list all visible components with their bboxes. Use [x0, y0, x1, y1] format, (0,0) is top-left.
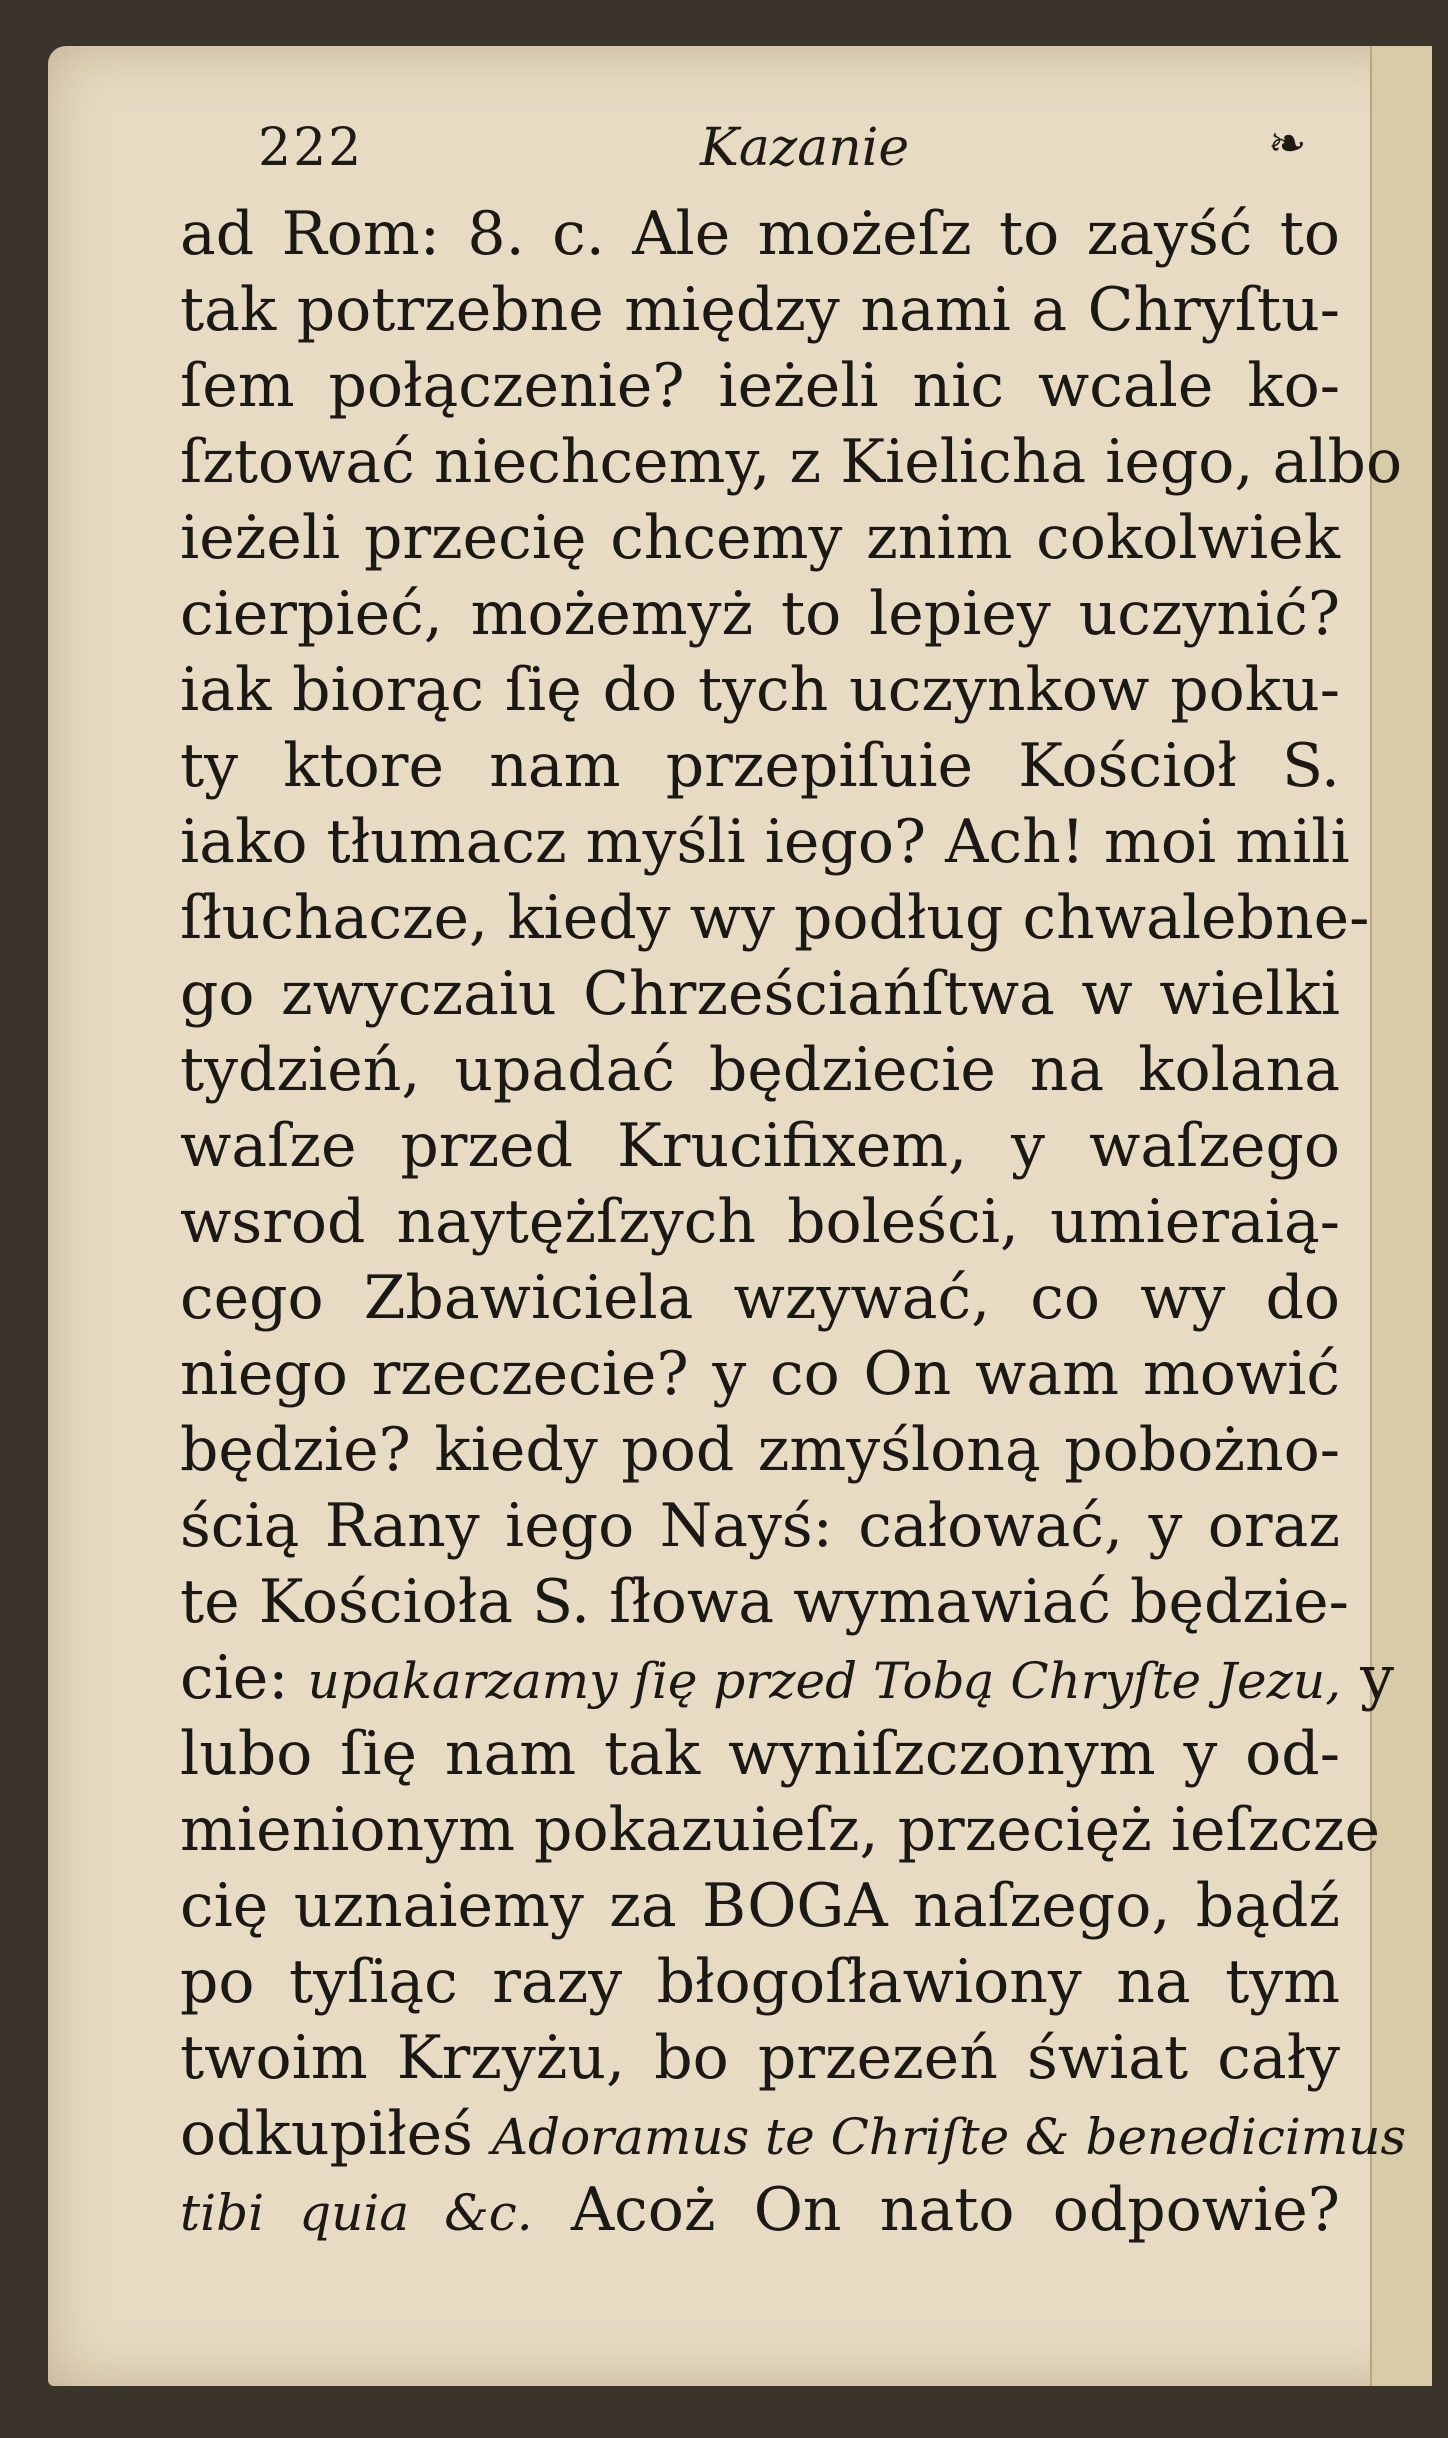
text-line: [180, 500, 1340, 576]
text-segment: tydzień, upadać będziecie na kolana: [180, 1035, 1340, 1105]
text-segment: ſem połączenie? ieżeli nic wcale ko-: [180, 351, 1340, 421]
ornament-mark: ❧: [1268, 116, 1307, 170]
text-segment: cego Zbawiciela wzywać, co wy do: [180, 1263, 1340, 1333]
text-segment: lubo ſię nam tak wyniſzczonym y od-: [180, 1719, 1340, 1789]
text-segment: waſze przed Krucifixem, y waſzego: [180, 1111, 1340, 1181]
text-line: [180, 2020, 1340, 2096]
text-segment: twoim Krzyżu, bo przezeń świat cały: [180, 2023, 1340, 2093]
page-edge: [1370, 46, 1432, 2386]
text-line: [180, 576, 1340, 652]
text-segment: niego rzeczecie? y co On wam mowić: [180, 1339, 1340, 1409]
text-line: [180, 652, 1340, 728]
text-segment: mienionym pokazuieſz, przecięż ieſzcze: [180, 1795, 1381, 1865]
text-line: [180, 1944, 1340, 2020]
text-line: [180, 1868, 1340, 1944]
body-text: [180, 196, 1407, 2326]
text-line: [180, 1032, 1340, 1108]
text-segment: cię uznaiemy za BOGA naſzego, bądź: [180, 1871, 1340, 1941]
text-segment: go zwyczaiu Chrześciańſtwa w wielki: [180, 959, 1340, 1029]
text-segment: te Kościoła S. ſłowa wymawiać będzie-: [180, 1567, 1349, 1637]
page-number: 222: [258, 118, 364, 178]
text-segment: ad Rom: 8. c. Ale możeſz to zayść to: [180, 199, 1340, 269]
text-segment: po tyſiąc razy błogoſławiony na tym: [180, 1947, 1340, 2017]
text-line: [180, 1488, 1340, 1564]
text-line: [180, 1716, 1340, 1792]
text-line: [180, 1260, 1340, 1336]
text-segment: cierpieć, możemyż to lepiey uczynić?: [180, 579, 1340, 649]
text-line: [180, 348, 1340, 424]
text-line: [180, 1640, 1395, 1716]
running-title: Kazanie: [700, 118, 910, 178]
running-head: [258, 116, 1307, 178]
text-segment: będzie? kiedy pod zmyśloną pobożno-: [180, 1415, 1340, 1485]
text-line: [180, 272, 1340, 348]
text-line: [180, 2172, 1340, 2248]
text-segment: ſztować niechcemy, z Kielicha iego, albo: [180, 427, 1403, 497]
text-line: [180, 1108, 1340, 1184]
italic-latin-phrase: upakarzamy ſię przed Tobą Chryſte Jezu,: [307, 1652, 1342, 1710]
text-line: [180, 956, 1340, 1032]
text-line: [180, 196, 1340, 272]
text-line: [180, 1184, 1340, 1260]
text-segment: ieżeli przecię chcemy znim cokolwiek: [180, 503, 1340, 573]
text-segment: wsrod naytężſzych boleści, umieraią-: [180, 1187, 1340, 1257]
text-line: [180, 1336, 1340, 1412]
text-segment: odkupiłeś: [180, 2099, 492, 2169]
text-segment: y: [1341, 1643, 1395, 1713]
text-line: [180, 728, 1340, 804]
text-line: [180, 1412, 1340, 1488]
text-segment: Acoż On nato odpowie?: [532, 2175, 1340, 2245]
text-segment: iak biorąc ſię do tych uczynkow poku-: [180, 655, 1340, 725]
italic-latin-phrase: Adoramus te Chriſte & benedicimus: [491, 2108, 1407, 2166]
text-segment: iako tłumacz myśli iego? Ach! moi mili: [180, 807, 1350, 877]
text-segment: ty ktore nam przepiſuie Kościoł S.: [180, 731, 1340, 801]
italic-latin-phrase: tibi quia &c.: [180, 2184, 533, 2242]
text-line: [180, 1792, 1381, 1868]
text-line: [180, 2096, 1407, 2172]
text-segment: ſłuchacze, kiedy wy podług chwalebne-: [180, 883, 1370, 953]
text-segment: tak potrzebne między nami a Chryſtu-: [180, 275, 1340, 345]
text-segment: ścią Rany iego Nayś: całować, y oraz: [180, 1491, 1340, 1561]
text-line: [180, 804, 1350, 880]
text-line: [180, 880, 1370, 956]
text-line: [180, 1564, 1349, 1640]
text-segment: cie:: [180, 1643, 308, 1713]
text-line: [180, 424, 1403, 500]
